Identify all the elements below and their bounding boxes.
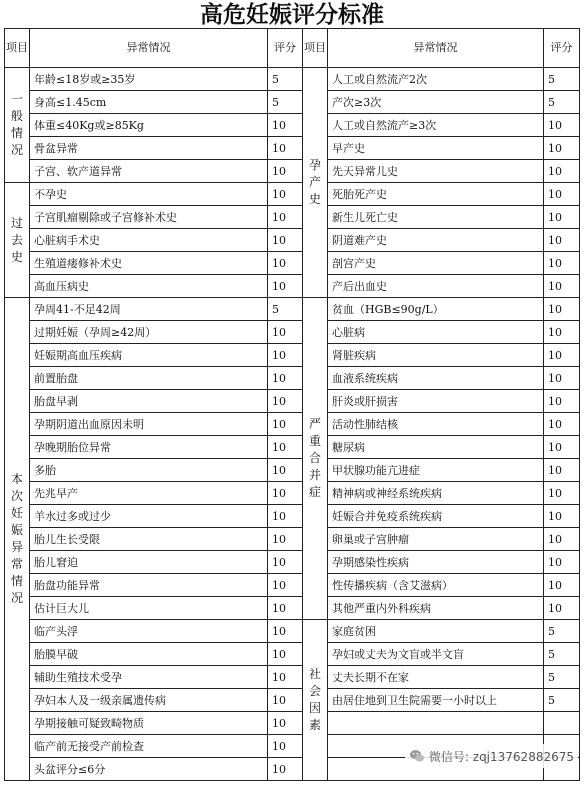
page-title: 高危妊娠评分标准 bbox=[200, 2, 384, 28]
condition-cell-left: 高血压病史 bbox=[30, 275, 268, 298]
table-row bbox=[5, 298, 580, 321]
table-row bbox=[5, 390, 580, 413]
score-cell-left: 10 bbox=[268, 712, 303, 735]
category-cell-left bbox=[5, 298, 30, 781]
score-cell-left: 10 bbox=[268, 390, 303, 413]
score-cell-right: 10 bbox=[544, 436, 580, 459]
watermark-text: 微信号: zqj13762882675 bbox=[428, 749, 574, 764]
score-cell-left: 10 bbox=[268, 574, 303, 597]
header-score-left: 评分 bbox=[268, 29, 303, 68]
header-item-left: 项目 bbox=[5, 29, 30, 68]
score-cell-left: 10 bbox=[268, 206, 303, 229]
category-label: 过去史 bbox=[10, 215, 23, 264]
score-cell-right: 10 bbox=[544, 390, 580, 413]
table-body bbox=[5, 29, 580, 781]
condition-cell-left: 胎盘早剥 bbox=[30, 390, 268, 413]
header-condition-right: 异常情况 bbox=[328, 29, 544, 68]
score-cell-left: 10 bbox=[268, 505, 303, 528]
condition-cell-right: 孕期感染性疾病 bbox=[328, 551, 544, 574]
score-cell-left: 10 bbox=[268, 252, 303, 275]
table-row bbox=[5, 68, 580, 91]
header-condition-left: 异常情况 bbox=[30, 29, 268, 68]
category-label: 社会因素 bbox=[308, 667, 321, 732]
score-cell-right: 5 bbox=[544, 689, 580, 712]
header-item-right: 项目 bbox=[303, 29, 328, 68]
condition-cell-right: 肝炎或肝损害 bbox=[328, 390, 544, 413]
category-label: 本次妊娠异常情况 bbox=[10, 472, 23, 605]
condition-cell-right: 精神病或神经系统疾病 bbox=[328, 482, 544, 505]
condition-cell-left: 孕妇本人及一级亲属遗传病 bbox=[30, 689, 268, 712]
watermark bbox=[405, 744, 578, 768]
score-cell-left: 5 bbox=[268, 298, 303, 321]
table-row bbox=[5, 344, 580, 367]
condition-cell-right: 活动性肺结核 bbox=[328, 413, 544, 436]
score-cell-right: 10 bbox=[544, 275, 580, 298]
score-cell-left: 10 bbox=[268, 160, 303, 183]
category-label: 一般情况 bbox=[10, 92, 23, 157]
score-cell-left: 5 bbox=[268, 68, 303, 91]
score-cell-right: 10 bbox=[544, 160, 580, 183]
score-cell-right: 10 bbox=[544, 574, 580, 597]
condition-cell-right: 卵巢或子宫肿瘤 bbox=[328, 528, 544, 551]
table-row bbox=[5, 114, 580, 137]
category-cell-right bbox=[303, 620, 328, 781]
condition-cell-right: 血液系统疾病 bbox=[328, 367, 544, 390]
condition-cell-left: 孕期阴道出血原因未明 bbox=[30, 413, 268, 436]
condition-cell-right: 人工或自然流产≥3次 bbox=[328, 114, 544, 137]
condition-cell-right: 妊娠合并免疫系统疾病 bbox=[328, 505, 544, 528]
condition-cell-left: 辅助生殖技术受孕 bbox=[30, 666, 268, 689]
score-cell-right: 10 bbox=[544, 459, 580, 482]
condition-cell-right: 阴道难产史 bbox=[328, 229, 544, 252]
condition-cell-left: 胎膜早破 bbox=[30, 643, 268, 666]
table-row bbox=[5, 367, 580, 390]
table-header-row bbox=[5, 29, 580, 68]
table-row bbox=[5, 689, 580, 712]
category-cell-right bbox=[303, 298, 328, 620]
score-cell-right: 10 bbox=[544, 321, 580, 344]
table-row bbox=[5, 712, 580, 735]
condition-cell-left: 骨盆异常 bbox=[30, 137, 268, 160]
table-row bbox=[5, 436, 580, 459]
condition-cell-right: 产次≥3次 bbox=[328, 91, 544, 114]
condition-cell-left: 过期妊娠（孕周≥42周） bbox=[30, 321, 268, 344]
category-label: 严重合并症 bbox=[308, 417, 321, 499]
score-cell-right: 10 bbox=[544, 114, 580, 137]
score-cell-left: 10 bbox=[268, 459, 303, 482]
score-cell-right: 10 bbox=[544, 413, 580, 436]
score-cell-left: 10 bbox=[268, 183, 303, 206]
score-cell-right: 10 bbox=[544, 298, 580, 321]
condition-cell-left: 生殖道瘘修补术史 bbox=[30, 252, 268, 275]
condition-cell-left: 体重≤40Kg或≥85Kg bbox=[30, 114, 268, 137]
condition-cell-right: 新生儿死亡史 bbox=[328, 206, 544, 229]
condition-cell-right: 由居住地到卫生院需要一小时以上 bbox=[328, 689, 544, 712]
table-row bbox=[5, 505, 580, 528]
condition-cell-left: 胎儿窘迫 bbox=[30, 551, 268, 574]
table-row bbox=[5, 643, 580, 666]
score-cell-right: 5 bbox=[544, 666, 580, 689]
condition-cell-right: 死胎死产史 bbox=[328, 183, 544, 206]
score-cell-left: 10 bbox=[268, 321, 303, 344]
score-cell-left: 5 bbox=[268, 91, 303, 114]
score-cell-right bbox=[544, 712, 580, 735]
score-cell-left: 10 bbox=[268, 114, 303, 137]
condition-cell-left: 头盆评分≤6分 bbox=[30, 758, 268, 781]
condition-cell-right: 先天异常儿史 bbox=[328, 160, 544, 183]
table-row bbox=[5, 275, 580, 298]
category-cell-right bbox=[303, 68, 328, 298]
condition-cell-right: 孕妇或丈夫为文盲或半文盲 bbox=[328, 643, 544, 666]
score-cell-left: 10 bbox=[268, 643, 303, 666]
condition-cell-right: 心脏病 bbox=[328, 321, 544, 344]
score-cell-left: 10 bbox=[268, 597, 303, 620]
table-row bbox=[5, 620, 580, 643]
condition-cell-left: 心脏病手术史 bbox=[30, 229, 268, 252]
score-cell-left: 10 bbox=[268, 689, 303, 712]
score-cell-left: 10 bbox=[268, 666, 303, 689]
condition-cell-right: 肾脏疾病 bbox=[328, 344, 544, 367]
score-cell-left: 10 bbox=[268, 137, 303, 160]
table-row bbox=[5, 597, 580, 620]
condition-cell-left: 孕晚期胎位异常 bbox=[30, 436, 268, 459]
condition-cell-left: 估计巨大儿 bbox=[30, 597, 268, 620]
header-score-right: 评分 bbox=[544, 29, 580, 68]
score-cell-right: 10 bbox=[544, 528, 580, 551]
condition-cell-left: 临产头浮 bbox=[30, 620, 268, 643]
table-row bbox=[5, 206, 580, 229]
condition-cell-right: 产后出血史 bbox=[328, 275, 544, 298]
score-cell-left: 10 bbox=[268, 413, 303, 436]
category-label: 孕产史 bbox=[308, 158, 321, 206]
condition-cell-right: 早产史 bbox=[328, 137, 544, 160]
table-row bbox=[5, 551, 580, 574]
condition-cell-right: 糖尿病 bbox=[328, 436, 544, 459]
table-row bbox=[5, 459, 580, 482]
score-cell-right: 10 bbox=[544, 137, 580, 160]
score-cell-right: 10 bbox=[544, 597, 580, 620]
table-row bbox=[5, 229, 580, 252]
condition-cell-left: 羊水过多或过少 bbox=[30, 505, 268, 528]
condition-cell-left: 子宫肌瘤剔除或子宫修补术史 bbox=[30, 206, 268, 229]
condition-cell-right: 剖宫产史 bbox=[328, 252, 544, 275]
score-cell-right: 10 bbox=[544, 206, 580, 229]
score-cell-right: 10 bbox=[544, 183, 580, 206]
category-cell-left bbox=[5, 183, 30, 298]
condition-cell-left: 孕期接触可疑致畸物质 bbox=[30, 712, 268, 735]
condition-cell-right: 性传播疾病（含艾滋病） bbox=[328, 574, 544, 597]
table-row bbox=[5, 574, 580, 597]
table-row bbox=[5, 666, 580, 689]
condition-cell-left: 孕周41-不足42周 bbox=[30, 298, 268, 321]
condition-cell-left: 多胎 bbox=[30, 459, 268, 482]
condition-cell-left: 前置胎盘 bbox=[30, 367, 268, 390]
score-cell-left: 10 bbox=[268, 436, 303, 459]
condition-cell-left: 身高≤1.45cm bbox=[30, 91, 268, 114]
score-cell-left: 10 bbox=[268, 551, 303, 574]
condition-cell-left: 妊娠期高血压疾病 bbox=[30, 344, 268, 367]
score-cell-right: 5 bbox=[544, 620, 580, 643]
score-cell-left: 10 bbox=[268, 275, 303, 298]
score-cell-left: 10 bbox=[268, 367, 303, 390]
condition-cell-left: 临产前无接受产前检查 bbox=[30, 735, 268, 758]
table-row bbox=[5, 91, 580, 114]
condition-cell-right: 家庭贫困 bbox=[328, 620, 544, 643]
score-cell-left: 10 bbox=[268, 620, 303, 643]
score-cell-left: 10 bbox=[268, 528, 303, 551]
score-cell-right: 10 bbox=[544, 344, 580, 367]
table-row bbox=[5, 321, 580, 344]
score-cell-right: 5 bbox=[544, 643, 580, 666]
score-cell-right: 10 bbox=[544, 229, 580, 252]
condition-cell-left: 胎儿生长受限 bbox=[30, 528, 268, 551]
condition-cell-right: 其他严重内外科疾病 bbox=[328, 597, 544, 620]
score-cell-left: 10 bbox=[268, 344, 303, 367]
table-row bbox=[5, 160, 580, 183]
condition-cell-right: 人工或自然流产2次 bbox=[328, 68, 544, 91]
table-row bbox=[5, 413, 580, 436]
condition-cell-left: 先兆早产 bbox=[30, 482, 268, 505]
score-cell-right: 10 bbox=[544, 551, 580, 574]
table-row bbox=[5, 482, 580, 505]
score-cell-right: 10 bbox=[544, 252, 580, 275]
condition-cell-left: 子宫、软产道异常 bbox=[30, 160, 268, 183]
table-row bbox=[5, 137, 580, 160]
score-cell-left: 10 bbox=[268, 229, 303, 252]
condition-cell-right: 贫血（HGB≤90g/L） bbox=[328, 298, 544, 321]
table-row bbox=[5, 252, 580, 275]
table-row bbox=[5, 183, 580, 206]
table-row bbox=[5, 528, 580, 551]
score-cell-right: 10 bbox=[544, 482, 580, 505]
score-cell-right: 10 bbox=[544, 505, 580, 528]
condition-cell-left: 不孕史 bbox=[30, 183, 268, 206]
condition-cell-right bbox=[328, 712, 544, 735]
scoring-table bbox=[4, 28, 580, 781]
score-cell-left: 10 bbox=[268, 735, 303, 758]
condition-cell-left: 胎盘功能异常 bbox=[30, 574, 268, 597]
category-cell-left bbox=[5, 68, 30, 183]
condition-cell-right: 甲状腺功能亢进症 bbox=[328, 459, 544, 482]
score-cell-left: 10 bbox=[268, 482, 303, 505]
condition-cell-left: 年龄≤18岁或≥35岁 bbox=[30, 68, 268, 91]
score-cell-right: 5 bbox=[544, 68, 580, 91]
score-cell-right: 10 bbox=[544, 367, 580, 390]
score-cell-left: 10 bbox=[268, 758, 303, 781]
wechat-icon bbox=[409, 748, 425, 764]
condition-cell-right: 丈夫长期不在家 bbox=[328, 666, 544, 689]
score-cell-right: 5 bbox=[544, 91, 580, 114]
